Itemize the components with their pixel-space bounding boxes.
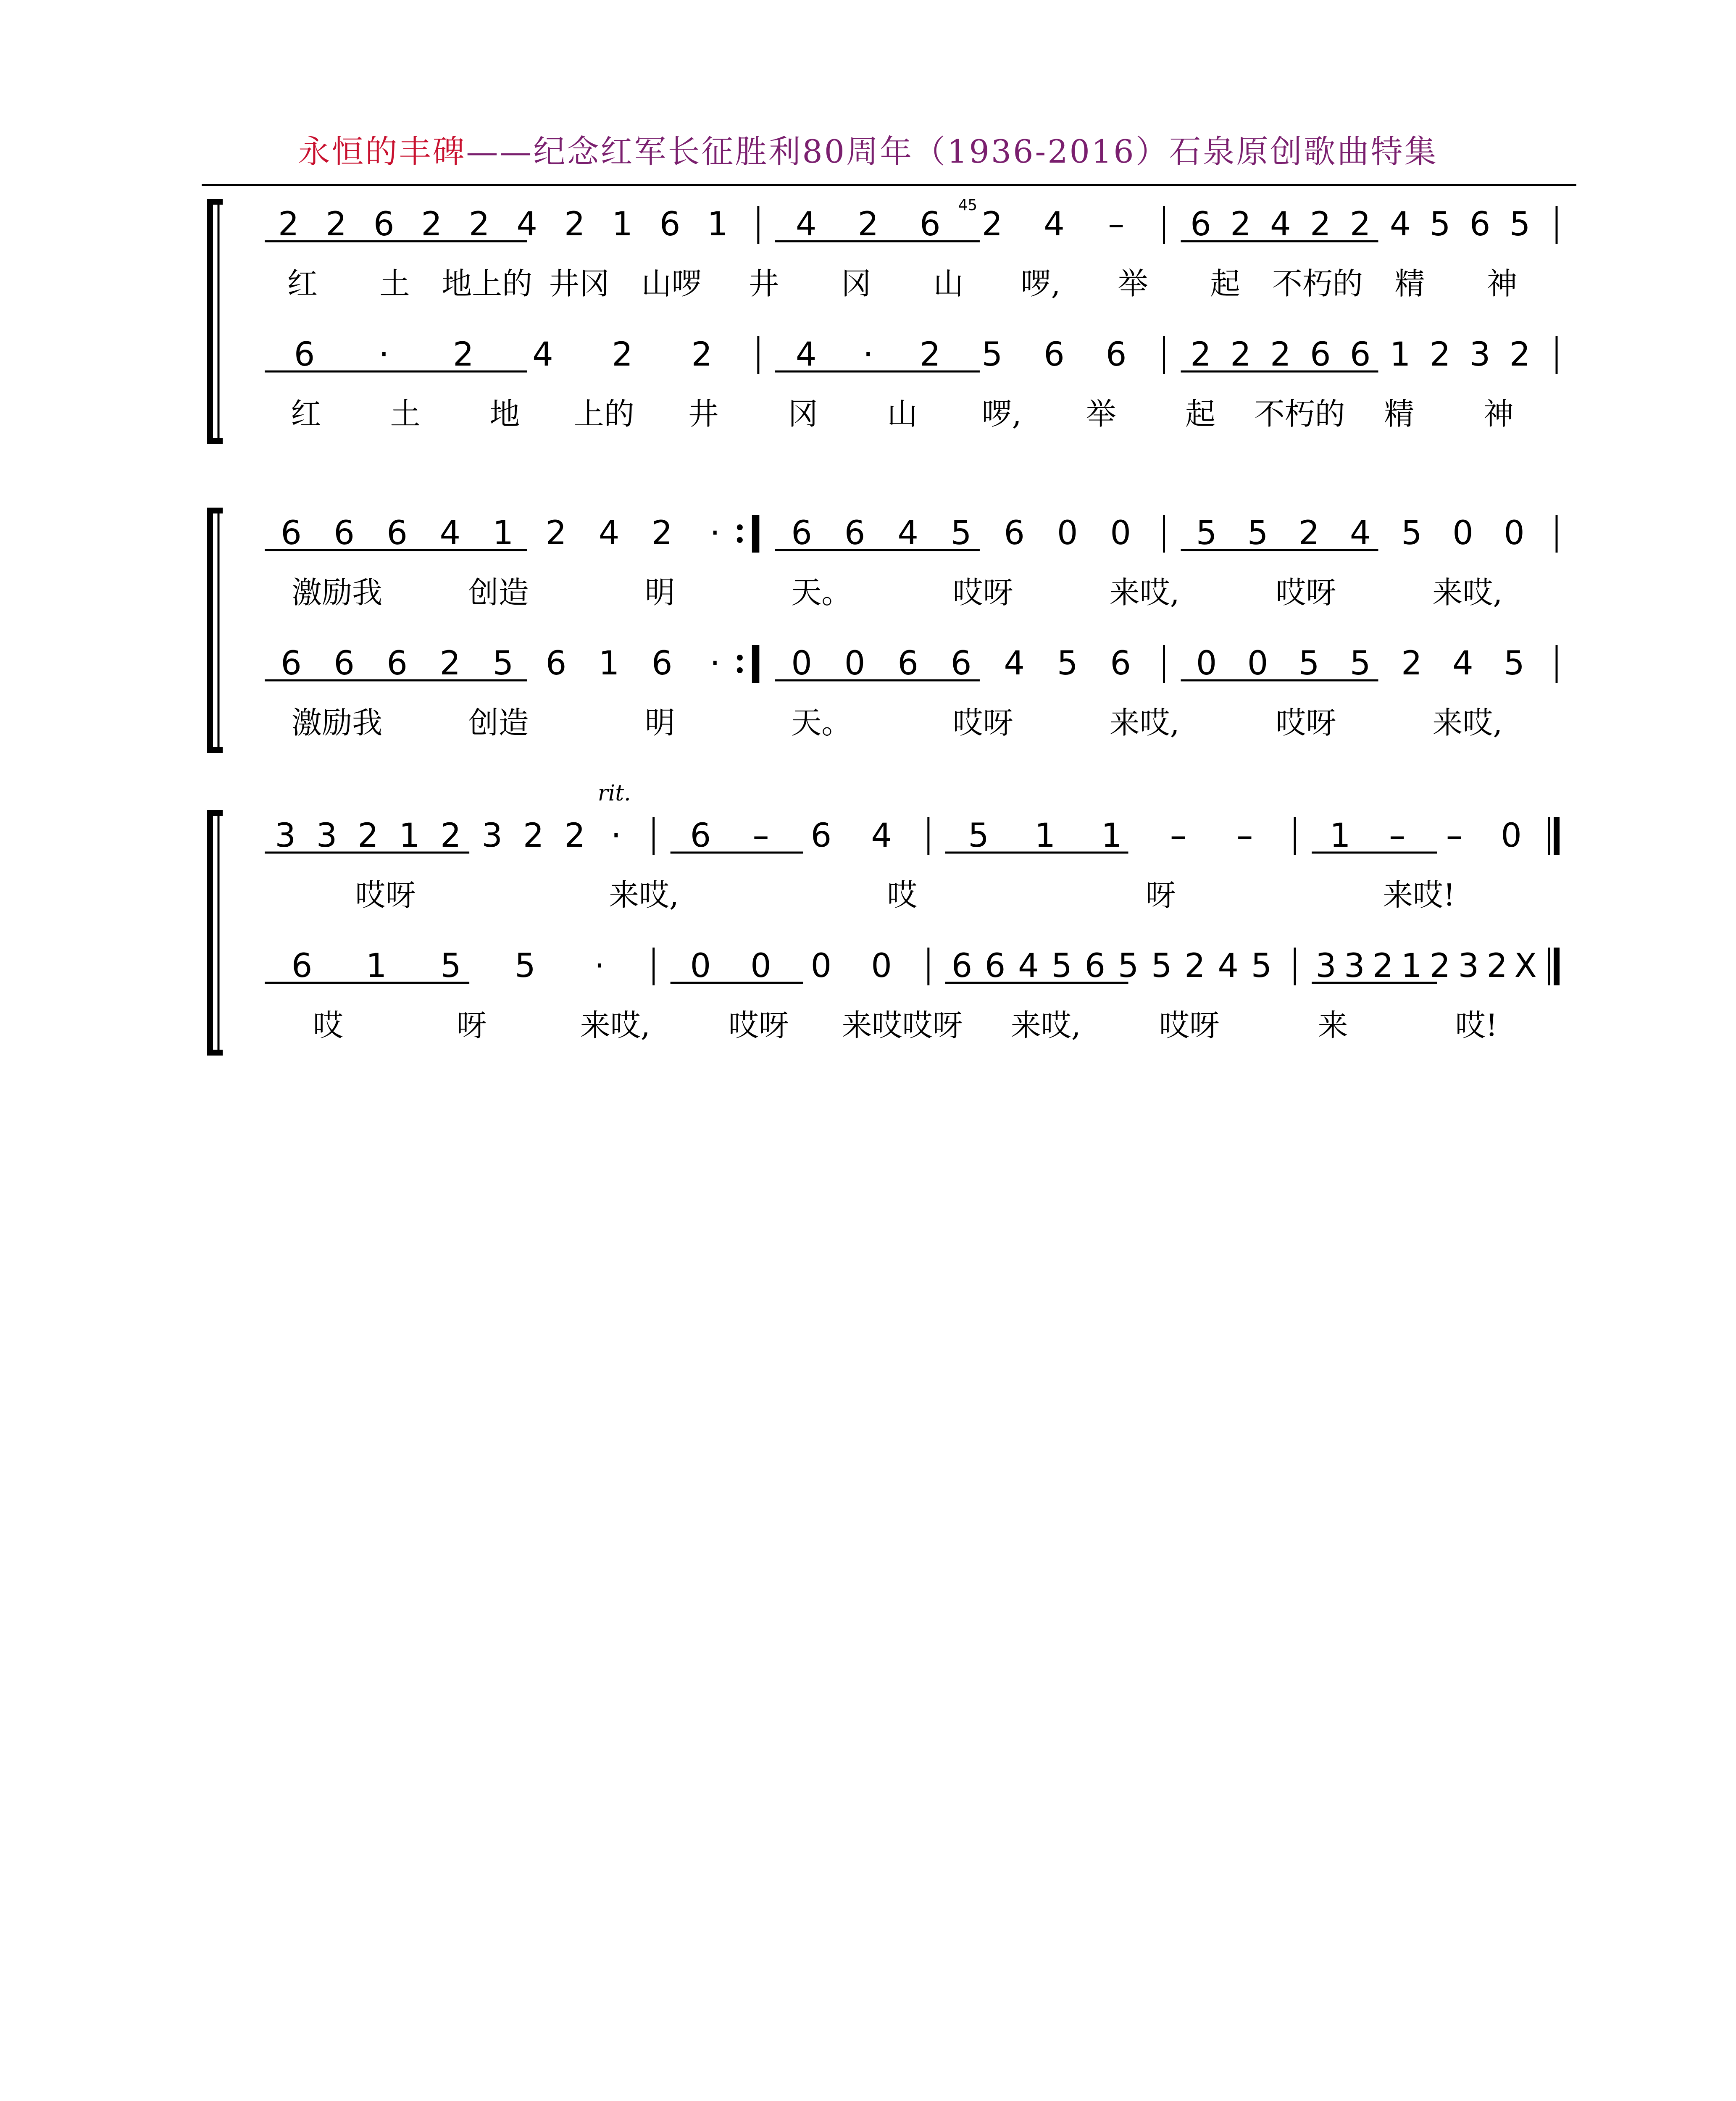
note: · [611, 817, 621, 855]
lyric: 红 [287, 266, 318, 301]
note: 2 [545, 514, 567, 552]
note: · [710, 514, 721, 552]
note: 2 [1349, 205, 1371, 243]
note: – [1108, 205, 1125, 243]
note: 2 [981, 205, 1003, 243]
lyric: 精 [1394, 266, 1425, 301]
note: 0 [690, 947, 711, 985]
note: 2 [439, 645, 461, 682]
lyric: 哎呀 [952, 575, 1013, 610]
lyric: 哎 [887, 877, 918, 913]
system-bracket [210, 202, 223, 441]
lyric: 来 [1318, 1008, 1348, 1043]
note: 2 [920, 336, 941, 374]
lyric: 来哎, [1010, 1008, 1081, 1043]
lyric: 来哎, [1109, 705, 1180, 740]
lyric: 神 [1483, 396, 1514, 432]
note: 5 [1429, 205, 1451, 243]
note: 1 [492, 514, 514, 552]
note: – [1170, 817, 1186, 855]
note: 5 [1298, 645, 1320, 682]
note: 1 [399, 817, 420, 855]
note: 1 [366, 947, 387, 985]
note: 5 [515, 947, 536, 985]
repeat-dot [737, 667, 743, 673]
note: 5 [1401, 514, 1422, 552]
note: 1 [707, 205, 728, 243]
note: 0 [1196, 645, 1217, 682]
note: 3 [481, 817, 503, 855]
note: 4 [1270, 205, 1291, 243]
lyric: 哎呀 [1276, 705, 1336, 740]
note: 6 [897, 645, 918, 682]
note: 4 [1218, 947, 1239, 985]
note: 6 [294, 336, 315, 374]
note: 2 [326, 205, 347, 243]
note: 5 [440, 947, 461, 985]
lyric: 精 [1384, 396, 1415, 432]
score-root [210, 197, 1557, 1053]
lyric: 天。 [791, 705, 852, 740]
note: 2 [1486, 947, 1508, 985]
note: 6 [920, 205, 941, 243]
note: 6 [844, 514, 865, 552]
lyric: 举 [1086, 396, 1116, 432]
lyric: 呀 [456, 1008, 487, 1043]
lyric: 冈 [841, 266, 871, 301]
note: 4 [897, 514, 918, 552]
system-bracket [210, 511, 223, 750]
note: 6 [1349, 336, 1371, 374]
note: 6 [334, 514, 355, 552]
note: 6 [1004, 514, 1025, 552]
note: 0 [1110, 514, 1131, 552]
lyric: 来哎, [1432, 575, 1503, 610]
note: 2 [1509, 336, 1531, 374]
note: 2 [440, 817, 461, 855]
repeat-dot [737, 655, 743, 661]
header-subtitle: ——纪念红军长征胜利80周年（1936-2016）石泉原创歌曲特集 [466, 133, 1438, 170]
note: 5 [1057, 645, 1078, 682]
note: 2 [1429, 336, 1451, 374]
note: 0 [750, 947, 771, 985]
lyric: 举 [1118, 266, 1148, 301]
note: 4 [598, 514, 620, 552]
lyric: 井 [688, 396, 719, 432]
lyric: 来哎, [1432, 705, 1503, 740]
note: 2 [523, 817, 544, 855]
lyric: 来哎! [1383, 877, 1455, 913]
lyric: 冈 [787, 396, 818, 432]
lyric: 创造 [468, 705, 529, 740]
note: 5 [1251, 947, 1272, 985]
note: 5 [1504, 645, 1525, 682]
lyric: 山 [887, 396, 918, 432]
note: 6 [281, 514, 302, 552]
lyric: 啰, [981, 396, 1022, 432]
note: 6 [1084, 947, 1106, 985]
note: 6 [1110, 645, 1131, 682]
note: 0 [844, 645, 865, 682]
lyric: 上的 [573, 396, 634, 432]
note: 4 [1018, 947, 1039, 985]
note: 2 [1429, 947, 1451, 985]
lyric: 不朽的 [1272, 266, 1363, 301]
note: 4 [516, 205, 537, 243]
note: 2 [612, 336, 633, 374]
note: 5 [1349, 645, 1371, 682]
note: 2 [1190, 336, 1211, 374]
note: 2 [1401, 645, 1422, 682]
repeat-dot [737, 537, 743, 543]
tempo-marking: rit. [597, 781, 631, 806]
note: 5 [1151, 947, 1172, 985]
lyric: 土 [379, 266, 410, 301]
note: 2 [1372, 947, 1394, 985]
note: 1 [1401, 947, 1422, 985]
lyric: 创造 [468, 575, 529, 610]
lyric: 井冈 [549, 266, 610, 301]
note: 3 [1315, 947, 1336, 985]
note: 6 [1310, 336, 1331, 374]
note: 4 [1349, 514, 1371, 552]
lyric: 不朽的 [1254, 396, 1345, 432]
lyric: 红 [291, 396, 321, 432]
system-bracket [210, 813, 223, 1053]
note: · [863, 336, 873, 374]
note: 3 [316, 817, 337, 855]
note: – [1446, 817, 1462, 855]
lyric: 山啰 [641, 266, 702, 301]
note: 2 [358, 817, 379, 855]
lyric: 明 [644, 705, 675, 740]
note: 5 [1118, 947, 1139, 985]
note: – [752, 817, 769, 855]
note: 1 [1101, 817, 1122, 855]
note: 4 [1452, 645, 1473, 682]
note: 3 [1458, 947, 1479, 985]
lyric: 激励我 [292, 575, 383, 610]
note: · [379, 336, 389, 374]
lyric: 天。 [791, 575, 852, 610]
note: 5 [1509, 205, 1531, 243]
note: 6 [659, 205, 681, 243]
lyric: 来哎, [609, 877, 679, 913]
note: 0 [791, 645, 812, 682]
grace-note: 45 [958, 197, 978, 214]
note: 2 [564, 817, 585, 855]
note: 6 [984, 947, 1006, 985]
note: 1 [612, 205, 633, 243]
note: 0 [1504, 514, 1525, 552]
note: 5 [950, 514, 972, 552]
note: 6 [387, 514, 408, 552]
note: 2 [278, 205, 299, 243]
note: 6 [1105, 336, 1127, 374]
note: 6 [651, 645, 673, 682]
note: 6 [1190, 205, 1211, 243]
lyric: 山 [933, 266, 964, 301]
note: · [710, 645, 721, 682]
lyric: 起 [1210, 266, 1241, 301]
lyric: 来哎哎呀 [842, 1008, 963, 1043]
lyric: 地 [489, 396, 520, 432]
lyric: 井 [749, 266, 779, 301]
note: 6 [334, 645, 355, 682]
note: 4 [1389, 205, 1411, 243]
note: 4 [1044, 205, 1065, 243]
lyric: 神 [1487, 266, 1518, 301]
note: 3 [275, 817, 296, 855]
note: 6 [1044, 336, 1065, 374]
note: 1 [1034, 817, 1056, 855]
note: 6 [690, 817, 711, 855]
lyric: 哎 [313, 1008, 343, 1043]
note: 1 [1389, 336, 1411, 374]
note: 5 [968, 817, 989, 855]
header-title: 永恒的丰碑 [298, 133, 466, 170]
note: 5 [981, 336, 1003, 374]
note: 3 [1344, 947, 1365, 985]
note: 2 [691, 336, 713, 374]
note: 2 [1230, 336, 1251, 374]
note: 2 [1298, 514, 1320, 552]
note: 4 [795, 336, 817, 374]
note: 6 [810, 817, 832, 855]
note: 3 [1469, 336, 1491, 374]
lyric: 来哎, [1109, 575, 1180, 610]
note: 4 [1004, 645, 1025, 682]
lyric: 激励我 [292, 705, 383, 740]
note: 5 [1196, 514, 1217, 552]
note: 6 [791, 514, 812, 552]
note: 0 [1247, 645, 1268, 682]
note: 1 [598, 645, 620, 682]
lyric: 哎呀 [1276, 575, 1336, 610]
note: 4 [532, 336, 553, 374]
note: 2 [651, 514, 673, 552]
note: 2 [564, 205, 585, 243]
note: 6 [545, 645, 567, 682]
lyric: 起 [1185, 396, 1216, 432]
lyric: 土 [390, 396, 421, 432]
note: 4 [795, 205, 817, 243]
lyric: 哎呀 [728, 1008, 789, 1043]
note: 4 [871, 817, 892, 855]
note: 2 [1184, 947, 1205, 985]
note: – [1389, 817, 1406, 855]
lyric: 哎呀 [952, 705, 1013, 740]
note: 2 [1310, 205, 1331, 243]
note: 6 [281, 645, 302, 682]
note: 6 [951, 947, 973, 985]
note: 0 [810, 947, 832, 985]
note: 0 [871, 947, 892, 985]
note: 6 [950, 645, 972, 682]
note: 0 [1501, 817, 1522, 855]
repeat-dot [737, 524, 743, 530]
note: · [594, 947, 605, 985]
note: – [1236, 817, 1253, 855]
note: 2 [453, 336, 474, 374]
lyric: 哎! [1455, 1008, 1498, 1043]
note: 6 [387, 645, 408, 682]
lyric: 哎呀 [1159, 1008, 1220, 1043]
note: 0 [1057, 514, 1078, 552]
note: 6 [1469, 205, 1491, 243]
lyric: 来哎, [580, 1008, 650, 1043]
note: 2 [468, 205, 490, 243]
note: 2 [421, 205, 442, 243]
note: 6 [291, 947, 313, 985]
note: 0 [1452, 514, 1473, 552]
note: 5 [1051, 947, 1072, 985]
note: 5 [1247, 514, 1268, 552]
note: 2 [857, 205, 879, 243]
note: 6 [373, 205, 395, 243]
lyric: 明 [644, 575, 675, 610]
note: 2 [1230, 205, 1251, 243]
note: 1 [1330, 817, 1351, 855]
note: X [1514, 947, 1537, 985]
lyric: 哎呀 [355, 877, 416, 913]
note: 4 [439, 514, 461, 552]
lyric: 啰, [1021, 266, 1061, 301]
lyric: 呀 [1145, 877, 1176, 913]
lyric: 地上的 [442, 266, 533, 301]
note: 5 [492, 645, 514, 682]
note: 2 [1270, 336, 1291, 374]
